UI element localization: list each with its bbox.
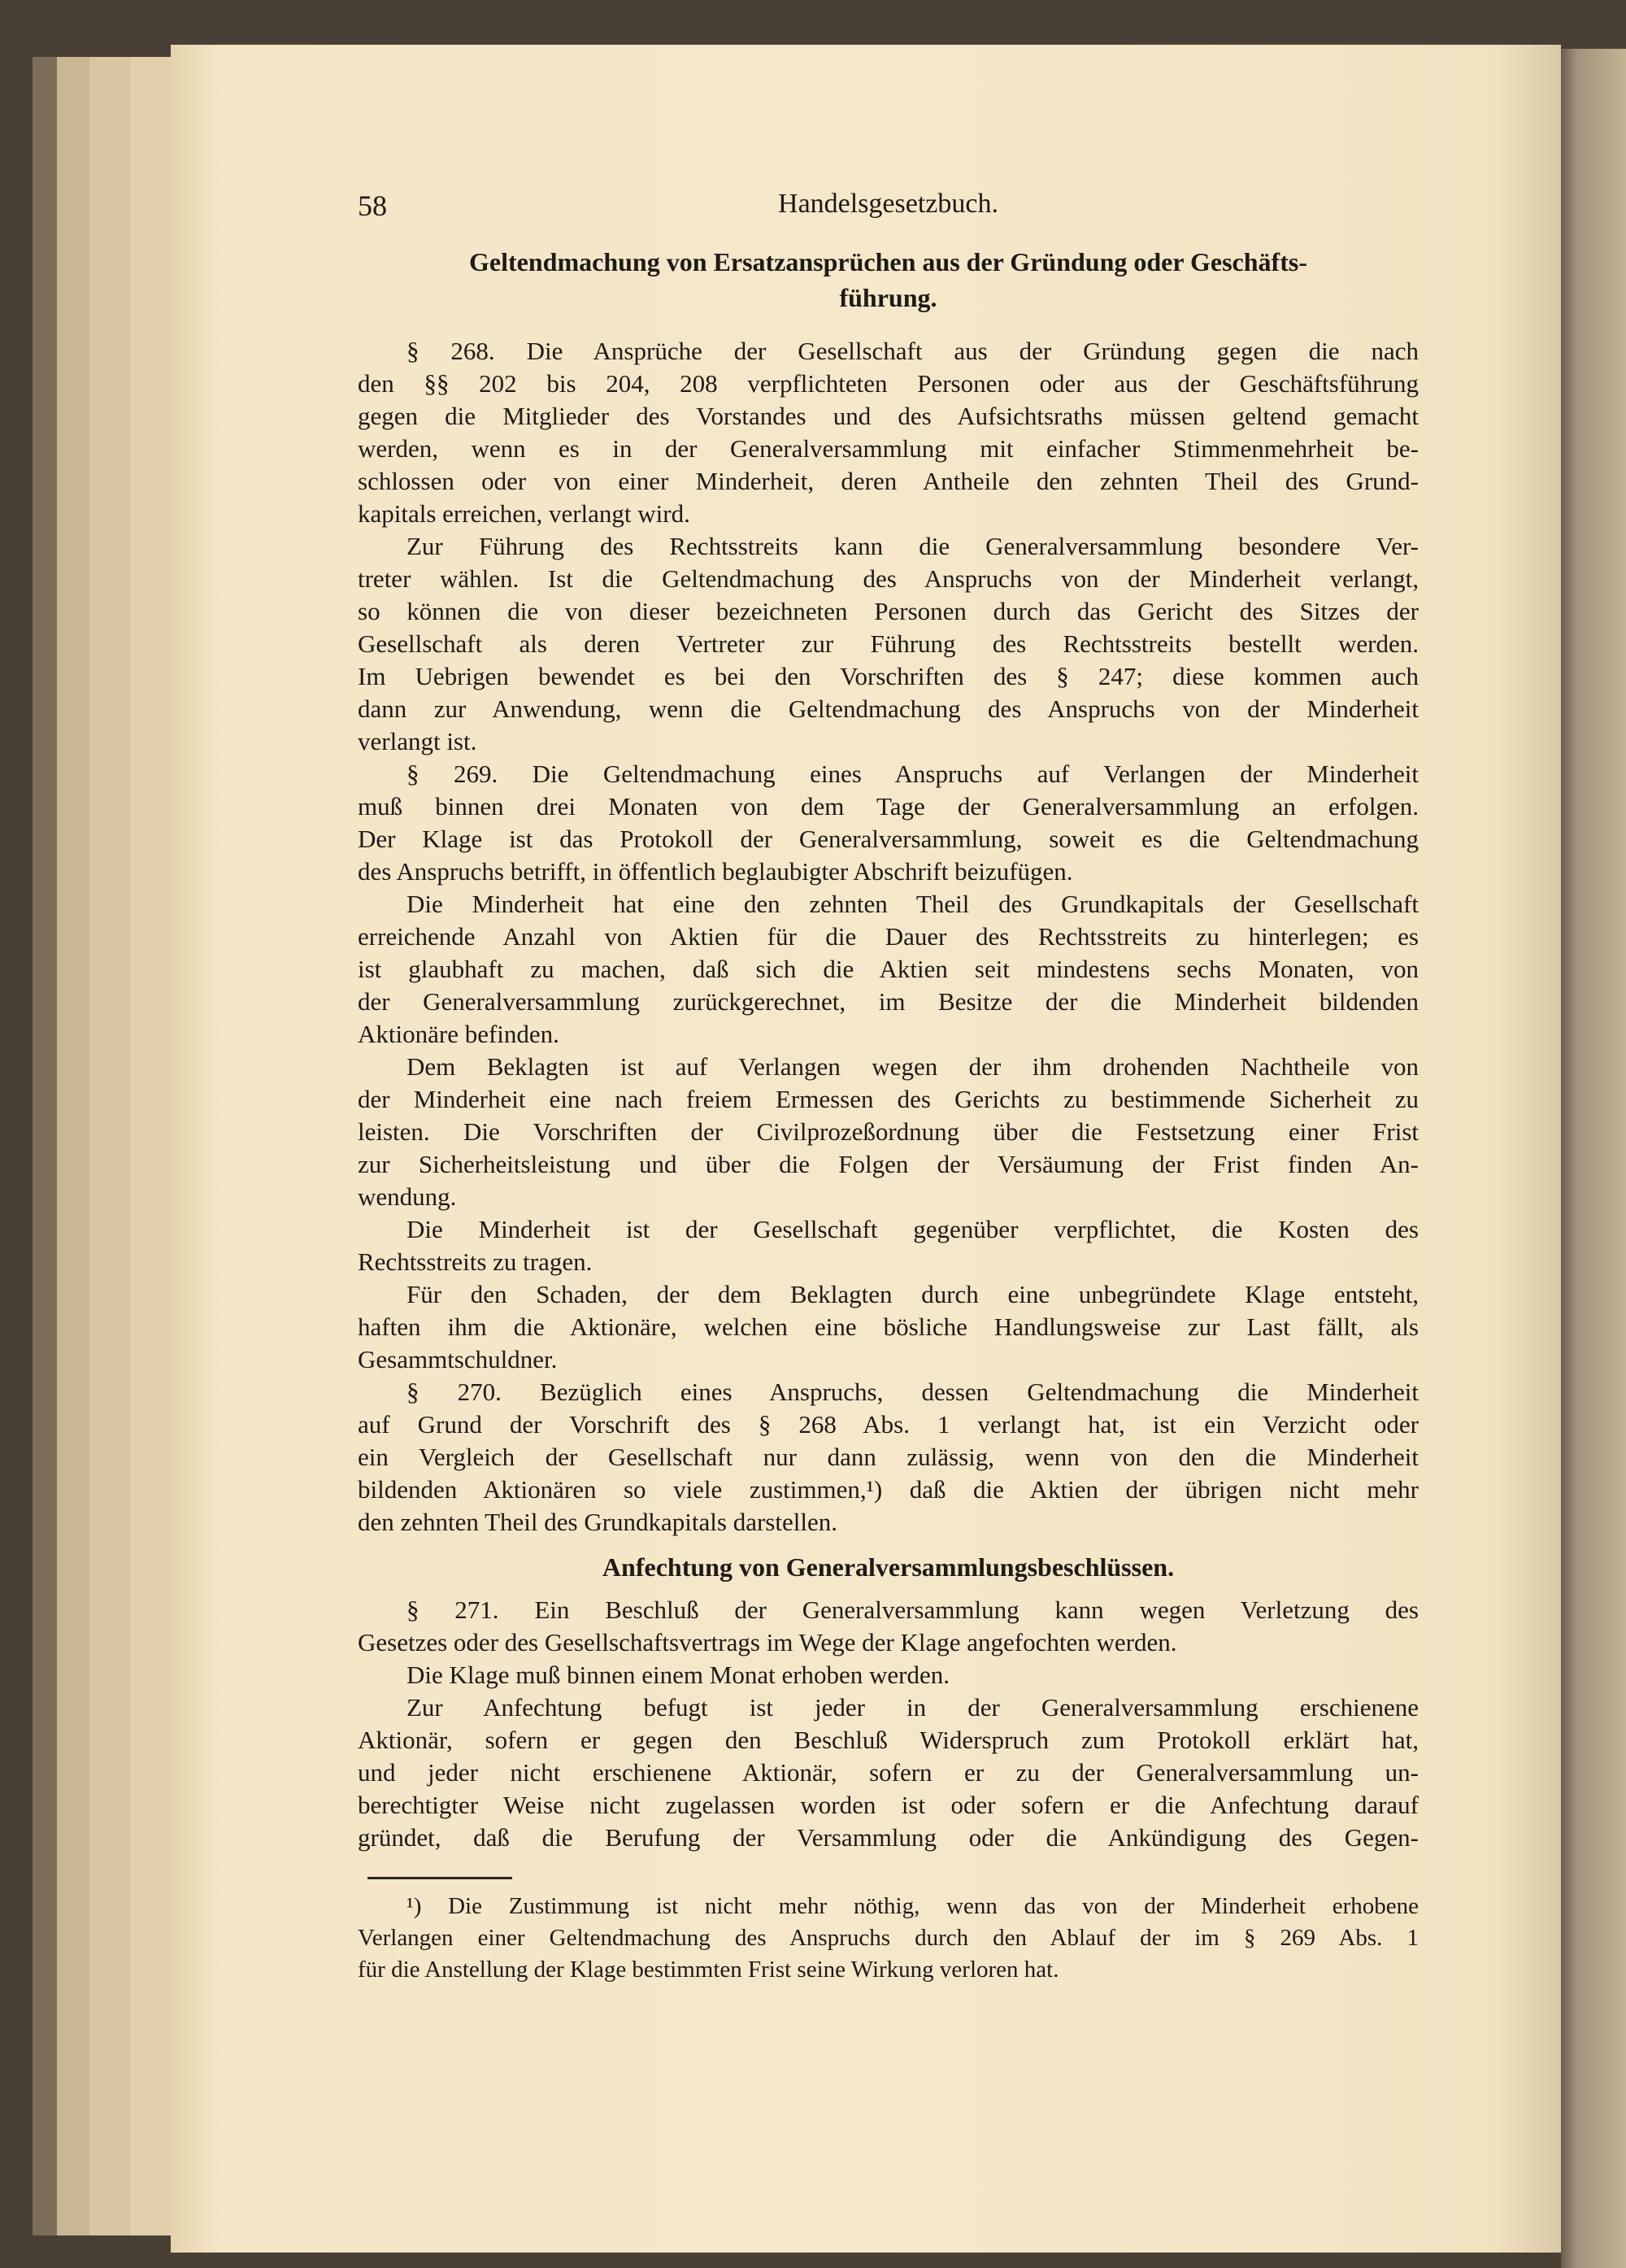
text-line: Der Klage ist das Protokoll der Generalversammlung, soweit es die Geltendmachung	[358, 825, 1419, 853]
footnotes	[358, 1891, 1419, 1986]
text-line: bildenden Aktionären so viele zustimmen,¹) daß die Aktien der übrigen nicht mehr	[358, 1475, 1419, 1504]
page-number: 58	[358, 189, 387, 222]
next-page-edge	[1561, 49, 1626, 2268]
book-edge-1	[33, 57, 59, 2235]
text-line: für die Anstellung der Klage bestimmten Frist seine Wirkung verloren hat.	[358, 1957, 1059, 1983]
paragraph	[358, 1376, 1419, 1539]
text-line: gegen die Mitglieder des Vorstandes und des Aufsichtsraths müssen geltend gemacht	[358, 402, 1419, 430]
paragraph	[358, 1659, 1419, 1691]
text-line: Die Minderheit ist der Gesellschaft gegenüber verpflichtet, die Kosten des	[406, 1215, 1419, 1243]
book-edge-4	[130, 57, 172, 2235]
section-268-270-body	[358, 335, 1419, 1539]
text-line: den zehnten Theil des Grundkapitals darstellen.	[358, 1508, 837, 1536]
book-edge-2	[57, 57, 91, 2235]
text-line: berechtigter Weise nicht zugelassen worden ist oder sofern er die Anfechtung darauf	[358, 1791, 1419, 1819]
text-line: wendung.	[358, 1182, 457, 1211]
text-line: § 271. Ein Beschluß der Generalversammlung kann wegen Verletzung des	[406, 1595, 1419, 1624]
paragraph	[358, 1691, 1419, 1854]
heading-line: führung.	[839, 283, 937, 312]
text-line: Gesammtschuldner.	[358, 1345, 558, 1373]
running-head: Handelsgesetzbuch.	[778, 189, 998, 219]
paragraph	[358, 530, 1419, 758]
paragraph	[358, 1891, 1419, 1986]
paragraph	[358, 1278, 1419, 1376]
text-line: § 270. Bezüglich eines Anspruchs, dessen Geltendmachung die Minderheit	[406, 1378, 1419, 1406]
section-271-body	[358, 1594, 1419, 1854]
text-line: auf Grund der Vorschrift des § 268 Abs. 1 verlangt hat, ist ein Verzicht oder	[358, 1410, 1419, 1439]
book-edge-3	[89, 57, 132, 2235]
paragraph	[358, 1213, 1419, 1278]
paragraph	[358, 758, 1419, 888]
text-line: gründet, daß die Berufung der Versammlung oder die Ankündigung des Gegen-	[358, 1823, 1419, 1852]
text-line: des Anspruchs betrifft, in öffentlich beglaubigter Abschrift beizufügen.	[358, 857, 1073, 886]
text-line: Im Uebrigen bewendet es bei den Vorschriften des § 247; diese kommen auch	[358, 662, 1419, 690]
text-line: Verlangen einer Geltendmachung des Anspruchs durch den Ablauf der im § 269 Abs. 1	[358, 1925, 1419, 1951]
text-line: der Minderheit eine nach freiem Ermessen des Gerichts zu bestimmende Sicherheit zu	[358, 1085, 1419, 1113]
text-line: der Generalversammlung zurückgerechnet, im Besitze der die Minderheit bildenden	[358, 987, 1419, 1016]
text-line: werden, wenn es in der Generalversammlung mit einfacher Stimmenmehrheit be-	[358, 434, 1419, 463]
text-line: verlangt ist.	[358, 727, 477, 755]
text-line: Zur Führung des Rechtsstreits kann die Generalversammlung besondere Ver-	[406, 532, 1419, 560]
text-line: Die Minderheit hat eine den zehnten Theil des Grundkapitals der Gesellschaft	[406, 890, 1419, 918]
paragraph	[358, 1594, 1419, 1659]
text-line: Die Klage muß binnen einem Monat erhoben werden.	[406, 1661, 950, 1689]
text-line: Dem Beklagten ist auf Verlangen wegen der ihm drohenden Nachtheile von	[406, 1052, 1419, 1081]
text-line: den §§ 202 bis 204, 208 verpflichteten Personen oder aus der Geschäftsführung	[358, 369, 1419, 398]
paragraph	[358, 335, 1419, 530]
text-line: muß binnen drei Monaten von dem Tage der Generalversammlung an erfolgen.	[358, 792, 1419, 821]
text-line: und jeder nicht erschienene Aktionär, sofern er zu der Generalversammlung un-	[358, 1758, 1419, 1787]
text-line: Gesetzes oder des Gesellschaftsvertrags im Wege der Klage angefochten werden.	[358, 1628, 1177, 1656]
paragraph	[358, 888, 1419, 1051]
text-line: erreichende Anzahl von Aktien für die Dauer des Rechtsstreits zu hinterlegen; es	[358, 922, 1419, 951]
text-line: Für den Schaden, der dem Beklagten durch eine unbegründete Klage entsteht,	[406, 1280, 1419, 1308]
text-line: ¹) Die Zustimmung ist nicht mehr nöthig, wenn das von der Minderheit erhobene	[406, 1893, 1419, 1919]
text-line: Gesellschaft als deren Vertreter zur Führung des Rechtsstreits bestellt werden.	[358, 629, 1419, 658]
text-line: ein Vergleich der Gesellschaft nur dann zulässig, wenn von den die Minderheit	[358, 1443, 1419, 1471]
text-line: § 269. Die Geltendmachung eines Anspruchs auf Verlangen der Minderheit	[406, 760, 1419, 788]
text-line: Aktionär, sofern er gegen den Beschluß Widerspruch zum Protokoll erklärt hat,	[358, 1726, 1419, 1754]
text-line: leisten. Die Vorschriften der Civilprozeßordnung über die Festsetzung einer Frist	[358, 1117, 1419, 1146]
text-line: kapitals erreichen, verlangt wird.	[358, 499, 690, 528]
section-heading-1	[358, 244, 1419, 316]
section-heading-2: Anfechtung von Generalversammlungsbeschlüssen.	[602, 1552, 1175, 1582]
text-line: haften ihm die Aktionäre, welchen eine bösliche Handlungsweise zur Last fällt, als	[358, 1312, 1419, 1341]
text-line: dann zur Anwendung, wenn die Geltendmachung des Anspruchs von der Minderheit	[358, 694, 1419, 723]
footnote-rule	[367, 1877, 512, 1879]
text-line: schlossen oder von einer Minderheit, deren Antheile den zehnten Theil des Grund-	[358, 467, 1419, 495]
text-line: treter wählen. Ist die Geltendmachung des Anspruchs von der Minderheit verlangt,	[358, 564, 1419, 593]
text-line: zur Sicherheitsleistung und über die Folgen der Versäumung der Frist finden An-	[358, 1150, 1419, 1178]
text-line: § 268. Die Ansprüche der Gesellschaft aus der Gründung gegen die nach	[406, 337, 1419, 365]
heading-line: Geltendmachung von Ersatzansprüchen aus der Gründung oder Geschäfts-	[469, 247, 1307, 276]
text-line: Zur Anfechtung befugt ist jeder in der Generalversammlung erschienene	[406, 1693, 1419, 1722]
paragraph	[358, 1051, 1419, 1213]
text-line: Aktionäre befinden.	[358, 1020, 559, 1048]
text-line: so können die von dieser bezeichneten Personen durch das Gericht des Sitzes der	[358, 597, 1419, 625]
text-line: ist glaubhaft zu machen, daß sich die Aktien seit mindestens sechs Monaten, von	[358, 955, 1419, 983]
text-line: Rechtsstreits zu tragen.	[358, 1247, 593, 1276]
